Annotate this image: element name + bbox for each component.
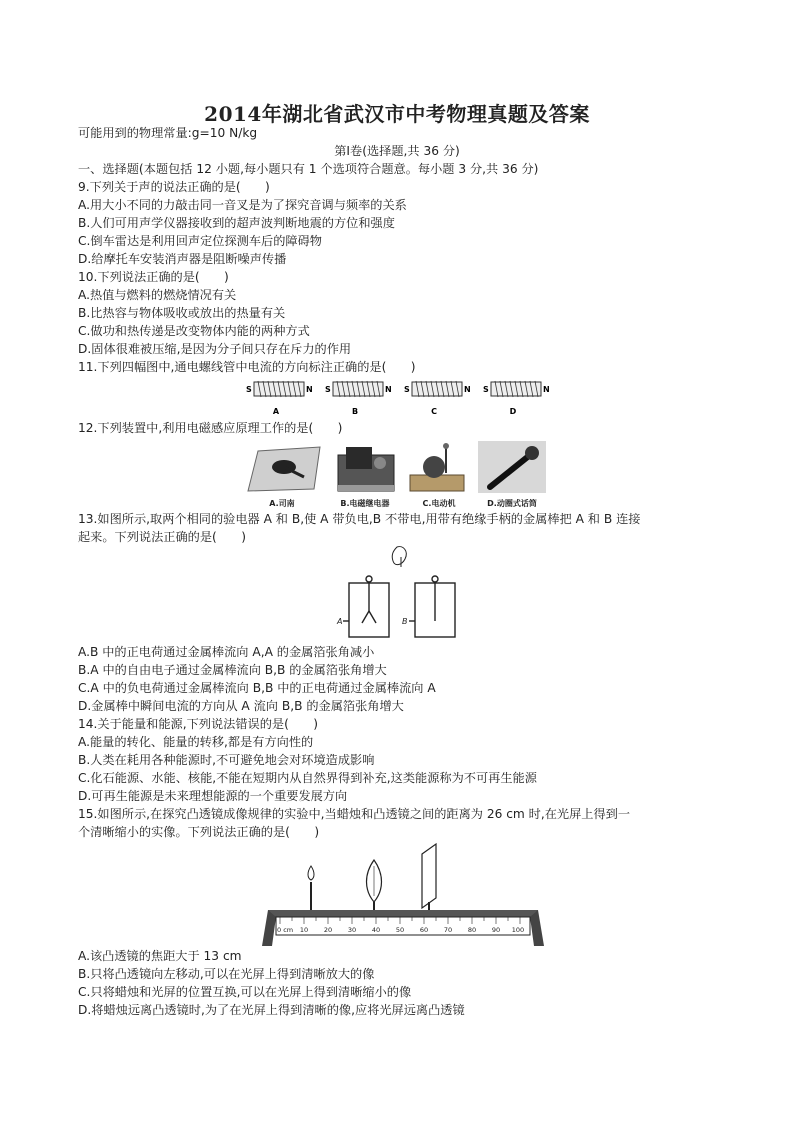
solenoid-b (325, 381, 392, 416)
q9-option-d: D.给摩托车安装消声器是阻断噪声传播 (78, 252, 287, 266)
compass-spoon-image (248, 447, 320, 491)
q15-option-c: C.只将蜡烛和光屏的位置互换,可以在光屏上得到清晰缩小的像 (78, 985, 412, 999)
solenoid-a (246, 381, 313, 416)
svg-text:B: B (402, 617, 408, 626)
q15-optical-bench-figure (262, 842, 544, 948)
q15-option-a: A.该凸透镜的焦距大于 13 cm (78, 949, 242, 963)
q9-option-a: A.用大小不同的力敲击同一音叉是为了探究音调与频率的关系 (78, 198, 407, 212)
svg-text:60: 60 (419, 926, 429, 934)
q10-option-a: A.热值与燃料的燃烧情况有关 (78, 288, 237, 302)
q12-caption-b: B.电磁继电器 (340, 499, 390, 508)
svg-text:70: 70 (443, 926, 453, 934)
q13-option-d: D.金属棒中瞬间电流的方向从 A 流向 B,B 的金属箔张角增大 (78, 699, 404, 713)
q13-option-c: C.A 中的负电荷通过金属棒流向 B,B 中的正电荷通过金属棒流向 A (78, 681, 436, 695)
solenoid-d (483, 381, 550, 416)
q12-caption-c: C.电动机 (422, 499, 456, 508)
part-title: 第Ⅰ卷(选择题,共 36 分) (334, 144, 460, 158)
section-intro: 一、选择题(本题包括 12 小题,每小题只有 1 个选项符合题意。每小题 3 分,共 36 分) (78, 162, 539, 176)
q15-option-b: B.只将凸透镜向左移动,可以在光屏上得到清晰放大的像 (78, 967, 375, 981)
q10-option-d: D.固体很难被压缩,是因为分子间只存在斥力的作用 (78, 342, 352, 356)
ruler (262, 910, 544, 946)
svg-text:S: S (483, 385, 489, 394)
q13-option-a: A.B 中的正电荷通过金属棒流向 A,A 的金属箔张角减小 (78, 645, 375, 659)
q15-stem-line2: 个清晰缩小的实像。下列说法正确的是( ) (78, 825, 320, 839)
svg-text:A: A (272, 407, 280, 416)
svg-text:20: 20 (323, 926, 333, 934)
svg-text:D: D (509, 407, 517, 416)
svg-text:40: 40 (371, 926, 381, 934)
q10-stem: 10.下列说法正确的是( ) (78, 270, 229, 284)
svg-text:N: N (306, 385, 313, 394)
q15-option-d: D.将蜡烛远离凸透镜时,为了在光屏上得到清晰的像,应将光屏远离凸透镜 (78, 1003, 465, 1017)
q14-option-c: C.化石能源、水能、核能,不能在短期内从自然界得到补充,这类能源称为不可再生能源 (78, 771, 537, 785)
svg-text:10: 10 (299, 926, 309, 934)
q9-option-c: C.倒车雷达是利用回声定位探测车后的障碍物 (78, 234, 322, 248)
q13-electroscope-figure (335, 545, 460, 642)
svg-text:S: S (246, 385, 252, 394)
svg-text:N: N (385, 385, 392, 394)
svg-text:N: N (464, 385, 471, 394)
convex-lens-icon (367, 860, 382, 910)
q11-stem: 11.下列四幅图中,通电螺线管中电流的方向标注正确的是( ) (78, 360, 416, 374)
q12-stem: 12.下列装置中,利用电磁感应原理工作的是( ) (78, 421, 343, 435)
q9-option-b: B.人们可用声学仪器接收到的超声波判断地震的方位和强度 (78, 216, 395, 230)
insulated-hand-icon (392, 547, 406, 567)
q12-caption-d: D.动圈式话筒 (487, 499, 537, 508)
q15-stem-line1: 15.如图所示,在探究凸透镜成像规律的实验中,当蜡烛和凸透镜之间的距离为 26 cm 时,在光屏上得到一 (78, 807, 631, 821)
svg-text:S: S (325, 385, 331, 394)
svg-text:30: 30 (347, 926, 357, 934)
q14-stem: 14.关于能量和能源,下列说法错误的是( ) (78, 717, 318, 731)
q14-option-b: B.人类在耗用各种能源时,不可避免地会对环境造成影响 (78, 753, 375, 767)
page-title: 2014年湖北省武汉市中考物理真题及答案 (204, 102, 590, 126)
q13-option-b: B.A 中的自由电子通过金属棒流向 B,B 的金属箔张角增大 (78, 663, 387, 677)
q14-option-a: A.能量的转化、能量的转移,都是有方向性的 (78, 735, 314, 749)
svg-text:S: S (404, 385, 410, 394)
q11-solenoid-figure (244, 378, 554, 418)
solenoid-c (404, 381, 471, 416)
q10-option-c: C.做功和热传递是改变物体内能的两种方式 (78, 324, 310, 338)
svg-text:100: 100 (511, 926, 525, 934)
microphone-image (478, 441, 546, 493)
q10-option-b: B.比热容与物体吸收或放出的热量有关 (78, 306, 286, 320)
candle-icon (308, 866, 314, 910)
q14-option-d: D.可再生能源是未来理想能源的一个重要发展方向 (78, 789, 348, 803)
q12-caption-a: A.司南 (269, 499, 295, 508)
q13-stem-line2: 起来。下列说法正确的是( ) (78, 530, 246, 544)
q9-stem: 9.下列关于声的说法正确的是( ) (78, 180, 270, 194)
svg-text:N: N (543, 385, 550, 394)
svg-text:80: 80 (467, 926, 477, 934)
svg-text:90: 90 (491, 926, 501, 934)
motor-image (410, 443, 464, 491)
svg-text:A: A (337, 617, 343, 626)
constant-line: 可能用到的物理常量:g=10 N/kg (78, 126, 258, 140)
q13-stem-line1: 13.如图所示,取两个相同的验电器 A 和 B,使 A 带负电,B 不带电,用带有绝缘手柄的金属棒把 A 和 B 连接 (78, 512, 641, 526)
electroscope-b (402, 576, 455, 637)
q12-devices-figure (244, 441, 550, 499)
electroscope-a (336, 576, 389, 637)
svg-text:0 cm: 0 cm (277, 926, 294, 934)
svg-text:C: C (431, 407, 437, 416)
relay-image (338, 447, 394, 491)
light-screen-icon (422, 844, 436, 910)
svg-text:50: 50 (395, 926, 405, 934)
svg-text:B: B (351, 407, 359, 416)
